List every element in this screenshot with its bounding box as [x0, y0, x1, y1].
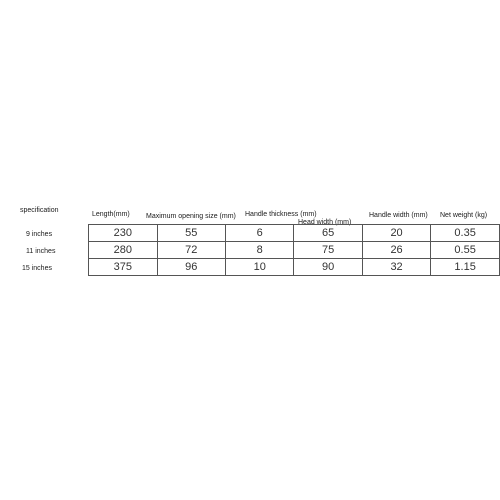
cell-max-opening: 72 [157, 242, 225, 259]
row-label: 9 inches [26, 231, 53, 238]
header-max-opening: Maximum opening size (mm) [146, 213, 236, 220]
cell-length: 280 [89, 242, 158, 259]
spec-table [88, 224, 500, 276]
table-row [89, 225, 500, 242]
header-length: Length(mm) [92, 211, 130, 218]
cell-length: 375 [89, 259, 158, 276]
cell-net-weight: 0.35 [431, 225, 500, 242]
row-label: 11 inches [26, 248, 56, 255]
cell-max-opening: 96 [157, 259, 225, 276]
cell-handle-width: 26 [362, 242, 430, 259]
header-handle-width: Handle width (mm) [369, 212, 428, 219]
table-row [89, 259, 500, 276]
cell-handle-thickness: 8 [226, 242, 294, 259]
cell-length: 230 [89, 225, 158, 242]
cell-net-weight: 1.15 [431, 259, 500, 276]
cell-handle-thickness: 6 [226, 225, 294, 242]
header-handle-thickness: Handle thickness (mm) [245, 211, 317, 218]
header-net-weight: Net weight (kg) [440, 212, 488, 219]
cell-net-weight: 0.55 [431, 242, 500, 259]
cell-head-width: 75 [294, 242, 362, 259]
cell-handle-thickness: 10 [226, 259, 294, 276]
header-head-width: Head width (mm) [298, 219, 352, 226]
table-row [89, 242, 500, 259]
cell-handle-width: 20 [362, 225, 430, 242]
cell-handle-width: 32 [362, 259, 430, 276]
header-specification: specification [20, 207, 59, 214]
cell-head-width: 90 [294, 259, 362, 276]
cell-head-width: 65 [294, 225, 362, 242]
row-label: 15 inches [22, 265, 52, 272]
cell-max-opening: 55 [157, 225, 225, 242]
